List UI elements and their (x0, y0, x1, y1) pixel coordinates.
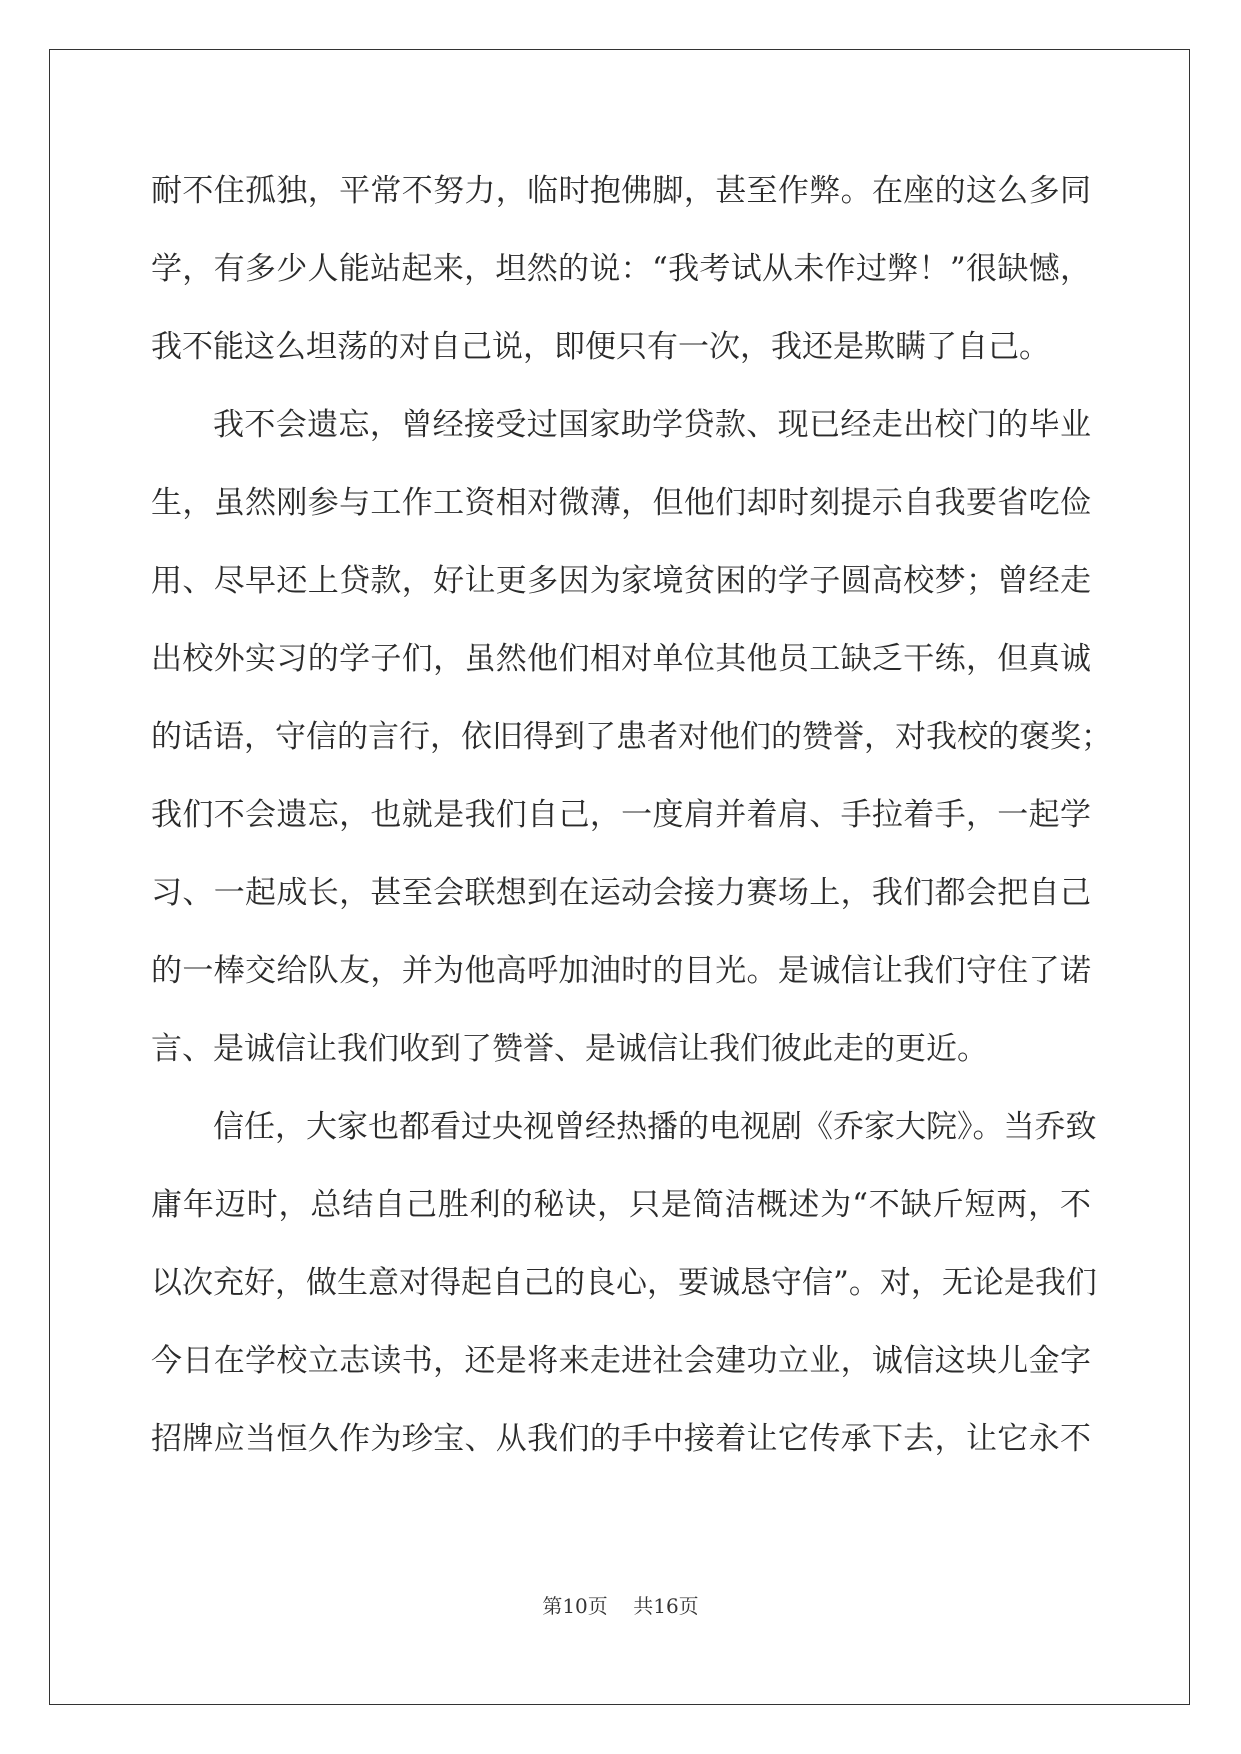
document-body (151, 152, 1112, 1478)
text-line: 招牌应当恒久作为珍宝、从我们的手中接着让它传承下去，让它永不 (151, 1421, 1091, 1457)
text-line: 出校外实习的学子们，虽然他们相对单位其他员工缺乏干练，但真诚 (151, 641, 1091, 677)
text-line: 学，有多少人能站起来，坦然的说：“我考试从未作过弊！”很缺憾， (151, 251, 1091, 287)
text-line: 以次充好，做生意对得起自己的良心，要诚恳守信”。对，无论是我们 (151, 1265, 1097, 1301)
text-line: 习、一起成长，甚至会联想到在运动会接力赛场上，我们都会把自己 (151, 875, 1091, 911)
text-line: 用、尽早还上贷款，好让更多因为家境贫困的学子圆高校梦；曾经走 (151, 563, 1091, 599)
page-footer (0, 1590, 1241, 1619)
text-line: 耐不住孤独，平常不努力，临时抱佛脚，甚至作弊。在座的这么多同 (151, 173, 1091, 209)
text-line: 我不能这么坦荡的对自己说，即便只有一次，我还是欺瞒了自己。 (151, 329, 1050, 365)
total-pages-label: 共16页 (633, 1594, 699, 1618)
current-page-label: 第10页 (542, 1594, 608, 1618)
text-line: 信任，大家也都看过央视曾经热播的电视剧《乔家大院》。当乔致 (213, 1109, 1097, 1145)
text-line: 生，虽然刚参与工作工资相对微薄，但他们却时刻提示自我要省吃俭 (151, 485, 1091, 521)
text-line: 庸年迈时，总结自己胜利的秘诀，只是简洁概述为“不缺斤短两，不 (151, 1187, 1091, 1223)
text-line: 今日在学校立志读书，还是将来走进社会建功立业，诚信这块儿金字 (151, 1343, 1091, 1379)
text-line: 我不会遗忘，曾经接受过国家助学贷款、现已经走出校门的毕业 (213, 407, 1091, 443)
text-line: 的话语，守信的言行，依旧得到了患者对他们的赞誉，对我校的褒奖； (151, 719, 1112, 755)
text-line: 的一棒交给队友，并为他高呼加油时的目光。是诚信让我们守住了诺 (151, 953, 1091, 989)
text-line: 言、是诚信让我们收到了赞誉、是诚信让我们彼此走的更近。 (151, 1031, 988, 1067)
text-line: 我们不会遗忘，也就是我们自己，一度肩并着肩、手拉着手，一起学 (151, 797, 1091, 833)
